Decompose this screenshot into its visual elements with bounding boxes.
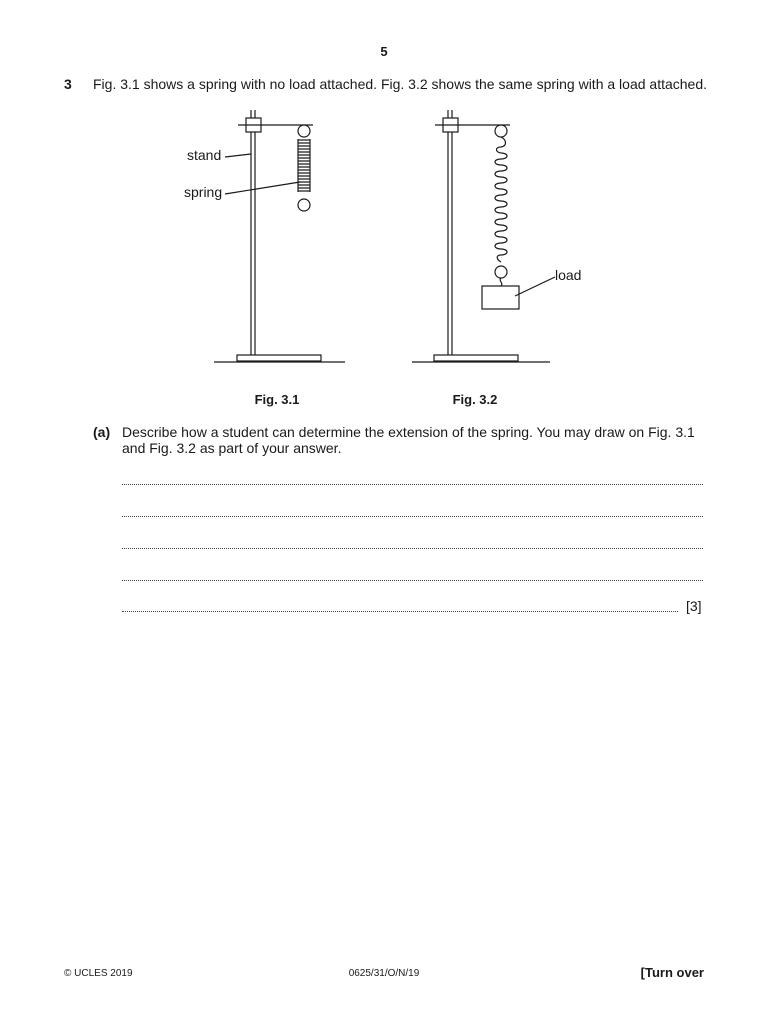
- stand-label: stand: [187, 147, 222, 163]
- answer-line[interactable]: [122, 470, 703, 485]
- spring-coils-stretched: [495, 137, 507, 262]
- spring-top-loop: [495, 125, 507, 137]
- stand-base: [237, 355, 321, 361]
- load-hook: [500, 278, 502, 286]
- spring-bottom-loop: [495, 266, 507, 278]
- answer-line[interactable]: [122, 597, 678, 612]
- spring-label: spring: [184, 184, 223, 200]
- footer-copyright: © UCLES 2019: [64, 968, 133, 979]
- fig-3-1-diagram: [214, 110, 345, 362]
- stand-base: [434, 355, 518, 361]
- spring-bottom-loop: [298, 199, 310, 211]
- page-number: 5: [380, 44, 388, 59]
- fig-3-2-caption: Fig. 3.2: [452, 392, 498, 407]
- load-leader: [515, 277, 555, 296]
- answer-line[interactable]: [122, 534, 703, 549]
- part-a-question: Describe how a student can determine the extension of the spring. You may draw on Fig. 3.1 and Fig. 3.2 as part of your answer.: [122, 424, 695, 456]
- answer-line[interactable]: [122, 502, 703, 517]
- fig-3-2-diagram: [412, 110, 555, 362]
- question-text: Fig. 3.1 shows a spring with no load attached. Fig. 3.2 shows the same spring with a load attached.: [93, 76, 708, 92]
- stand-leader: [225, 154, 251, 157]
- spring-coils-compressed: [298, 139, 310, 192]
- fig-3-1-caption: Fig. 3.1: [254, 392, 300, 407]
- spring-top-loop: [298, 125, 310, 137]
- load-mass: [482, 286, 519, 309]
- footer-paper-code: 0625/31/O/N/19: [348, 968, 420, 979]
- answer-line[interactable]: [122, 566, 703, 581]
- load-label: load: [555, 267, 582, 283]
- spring-leader: [225, 182, 300, 194]
- figures-diagram: [0, 0, 768, 420]
- question-number: 3: [64, 76, 72, 92]
- footer-turn-over: [Turn over: [640, 965, 704, 980]
- part-a-label: (a): [93, 424, 111, 440]
- marks-label: [3]: [686, 598, 702, 614]
